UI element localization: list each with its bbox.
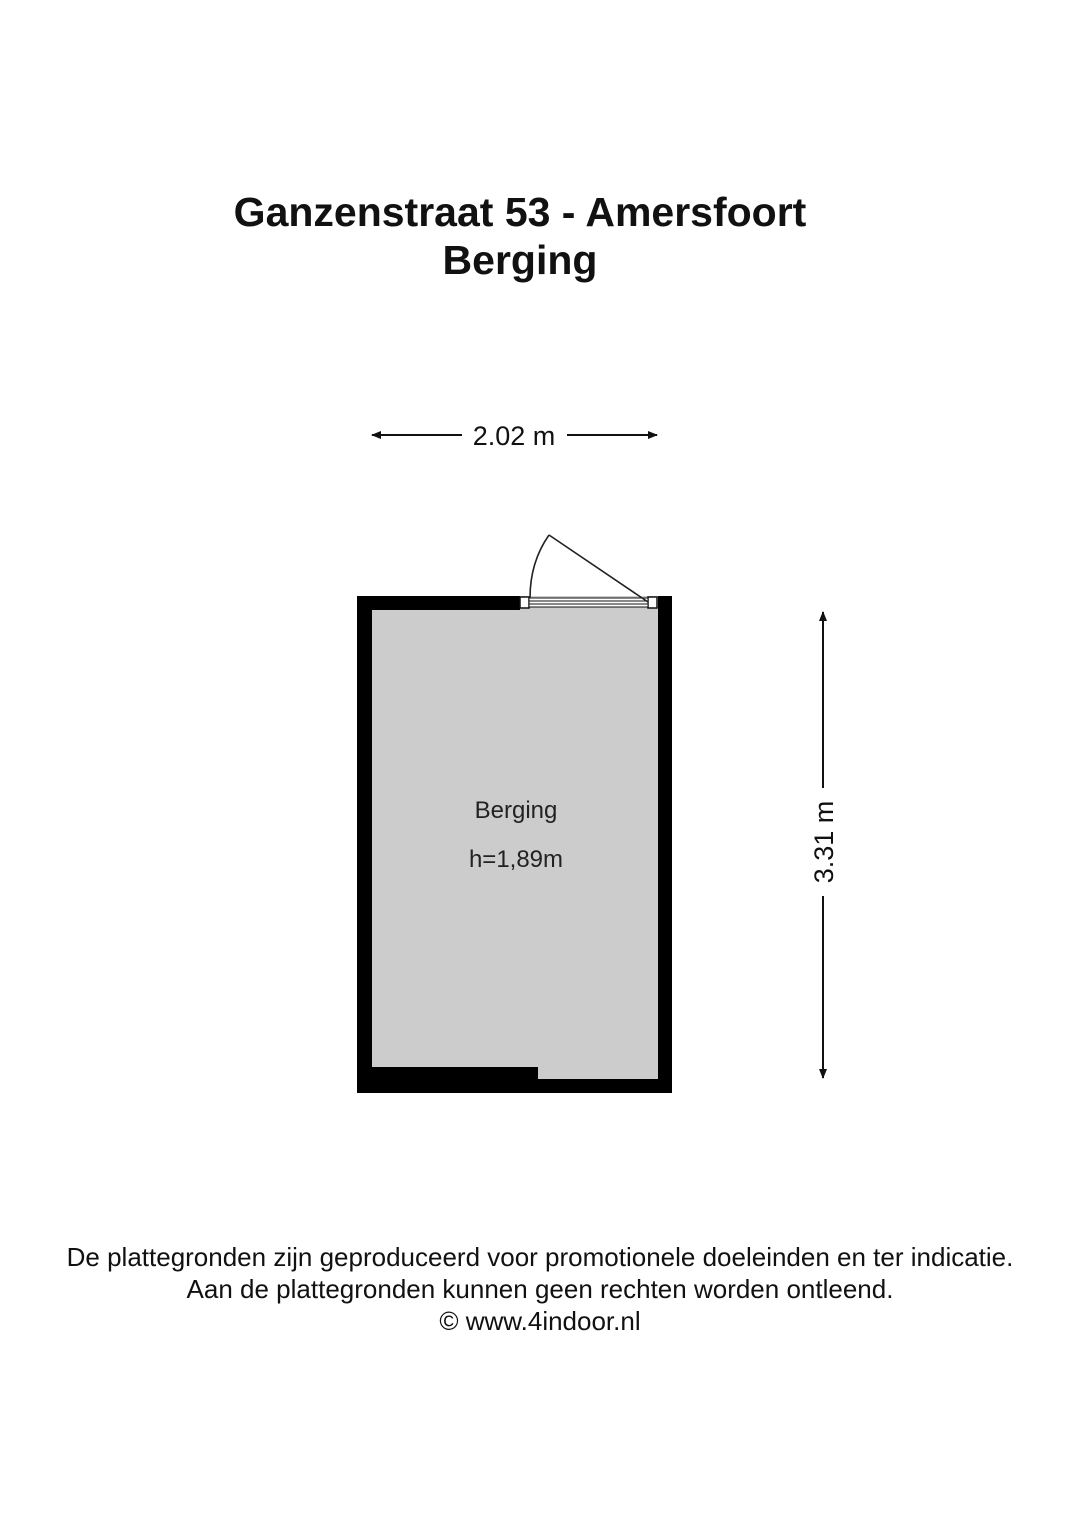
room-name-label: Berging <box>474 797 558 824</box>
disclaimer-line-1: De plattegronden zijn geproduceerd voor promotionele doeleinden en ter indicatie. <box>66 1242 1014 1272</box>
door-jamb-left <box>520 597 529 608</box>
door-leaf <box>549 535 648 602</box>
width-dimension-label: 2.02 m <box>472 421 556 451</box>
depth-dimension <box>809 612 839 1078</box>
plan-title-address: Ganzenstraat 53 - Amersfoort <box>233 189 807 235</box>
floor-notch <box>538 1066 658 1079</box>
room-height-label: h=1,89m <box>468 846 564 873</box>
room-floor <box>372 610 658 1067</box>
copyright-line: © www.4indoor.nl <box>439 1306 641 1336</box>
door-swing-arc <box>530 535 549 598</box>
depth-dimension-label: 3.31 m <box>809 800 839 884</box>
plan-title-floor: Berging <box>442 237 598 283</box>
disclaimer-line-2: Aan de plattegronden kunnen geen rechten worden ontleend. <box>186 1274 894 1304</box>
door-threshold <box>529 598 648 607</box>
door <box>520 535 658 611</box>
door-jamb-right <box>648 597 657 608</box>
width-dimension <box>372 421 657 451</box>
room-walls <box>357 596 672 1093</box>
